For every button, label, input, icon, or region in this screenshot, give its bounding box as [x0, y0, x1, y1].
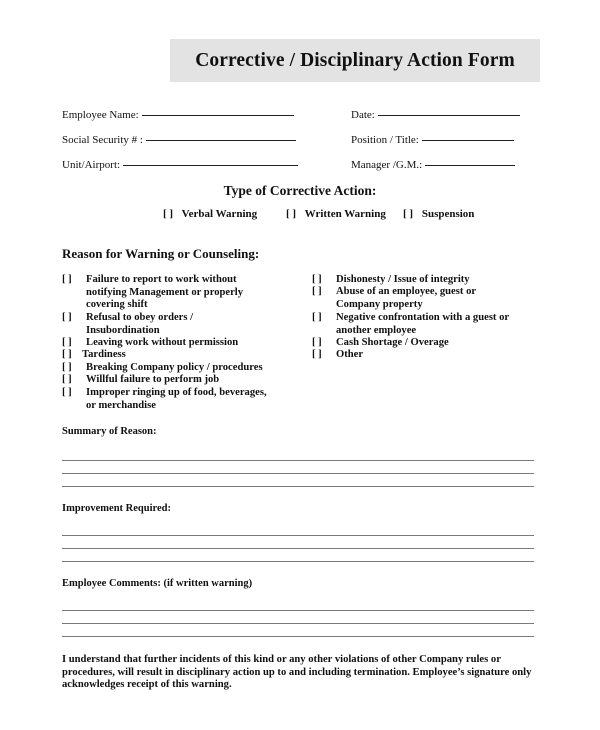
- reason-item[interactable]: [312, 349, 363, 362]
- position-title-field[interactable]: [351, 134, 514, 146]
- employee-name-line[interactable]: [142, 115, 294, 116]
- reason-text: or merchandise: [86, 399, 156, 411]
- improvement-line[interactable]: [62, 548, 534, 549]
- action-option-suspension[interactable]: [403, 208, 474, 220]
- comments-label: Employee Comments: (if written warning): [62, 578, 253, 589]
- employee-name-field[interactable]: [62, 109, 294, 121]
- form-title-box: [170, 39, 540, 82]
- checkbox-bracket[interactable]: [ ]: [62, 274, 72, 285]
- checkbox-bracket[interactable]: [ ]: [62, 362, 72, 373]
- action-option-label: Written Warning: [304, 208, 386, 220]
- reason-text: Failure to report to work without: [86, 274, 237, 285]
- reason-text: Improper ringing up of food, beverages,: [86, 387, 267, 398]
- improvement-line[interactable]: [62, 561, 534, 562]
- reason-text: Cash Shortage / Overage: [336, 337, 449, 348]
- reason-heading: Reason for Warning or Counseling:: [62, 246, 260, 261]
- reason-text: Insubordination: [86, 324, 160, 336]
- manager-gm-field[interactable]: [351, 159, 515, 171]
- reason-text: notifying Management or properly: [86, 286, 244, 298]
- reason-item[interactable]: [62, 274, 243, 312]
- reason-text: Refusal to obey orders /: [86, 312, 194, 323]
- date-label: Date:: [351, 109, 375, 121]
- reason-item[interactable]: [62, 337, 238, 350]
- checkbox-bracket[interactable]: [ ]: [62, 387, 72, 398]
- checkbox-bracket[interactable]: [ ]: [312, 274, 322, 285]
- comments-line[interactable]: [62, 623, 534, 624]
- checkbox-bracket[interactable]: [ ]: [163, 208, 174, 220]
- action-option-written[interactable]: [286, 208, 386, 220]
- reason-item[interactable]: [62, 312, 193, 337]
- reason-text: Abuse of an employee, guest or: [336, 286, 477, 297]
- summary-label: Summary of Reason:: [62, 426, 157, 437]
- comments-line[interactable]: [62, 610, 534, 611]
- action-option-label: Verbal Warning: [181, 208, 258, 220]
- comments-line[interactable]: [62, 636, 534, 637]
- summary-line[interactable]: [62, 460, 534, 461]
- reason-text: Negative confrontation with a guest or: [336, 312, 510, 323]
- action-type-heading: Type of Corrective Action:: [223, 183, 377, 198]
- employee-name-label: Employee Name:: [62, 109, 139, 121]
- summary-line[interactable]: [62, 473, 534, 474]
- reason-item[interactable]: [312, 286, 476, 311]
- unit-airport-field[interactable]: [62, 159, 298, 171]
- social-security-line[interactable]: [146, 140, 296, 141]
- acknowledgement-text: I understand that further incidents of this kind or any other violations of other Company rules or procedures, will result in disciplinary action up to and including termination. Employee’s signature only acknowledges receipt of this warning.: [62, 654, 532, 691]
- position-title-line[interactable]: [422, 140, 514, 141]
- unit-airport-line[interactable]: [123, 165, 298, 166]
- checkbox-bracket[interactable]: [ ]: [62, 374, 72, 385]
- reason-text: Other: [336, 349, 364, 360]
- checkbox-bracket[interactable]: [ ]: [312, 349, 322, 360]
- action-option-label: Suspension: [421, 208, 475, 220]
- reason-text: Leaving work without permission: [86, 337, 239, 348]
- reason-text: Dishonesty / Issue of integrity: [336, 274, 470, 285]
- reason-text: Tardiness: [82, 349, 126, 360]
- reason-item[interactable]: [62, 362, 263, 375]
- reason-text: another employee: [336, 324, 417, 336]
- form-title: Corrective / Disciplinary Action Form: [195, 49, 515, 71]
- reason-item[interactable]: [62, 374, 219, 387]
- social-security-field[interactable]: [62, 134, 296, 146]
- checkbox-bracket[interactable]: [ ]: [312, 312, 322, 323]
- reason-item[interactable]: [312, 274, 470, 287]
- reason-text: Willful failure to perform job: [86, 374, 220, 385]
- manager-gm-label: Manager /G.M.:: [351, 159, 423, 171]
- reason-item[interactable]: [62, 349, 126, 362]
- checkbox-bracket[interactable]: [ ]: [62, 312, 72, 323]
- reason-item[interactable]: [312, 312, 509, 337]
- improvement-label: Improvement Required:: [62, 503, 171, 514]
- checkbox-bracket[interactable]: [ ]: [286, 208, 297, 220]
- checkbox-bracket[interactable]: [ ]: [62, 337, 72, 348]
- unit-airport-label: Unit/Airport:: [62, 159, 121, 171]
- reason-text: Breaking Company policy / procedures: [86, 362, 263, 373]
- position-title-label: Position / Title:: [351, 134, 419, 146]
- checkbox-bracket[interactable]: [ ]: [312, 286, 322, 297]
- social-security-label: Social Security # :: [62, 134, 143, 146]
- checkbox-bracket[interactable]: [ ]: [403, 208, 414, 220]
- improvement-line[interactable]: [62, 535, 534, 536]
- action-option-verbal[interactable]: [163, 208, 257, 220]
- reason-item[interactable]: [62, 387, 267, 412]
- manager-gm-line[interactable]: [425, 165, 515, 166]
- date-line[interactable]: [378, 115, 520, 116]
- date-field[interactable]: [351, 109, 520, 121]
- reason-text: covering shift: [86, 299, 148, 310]
- summary-line[interactable]: [62, 486, 534, 487]
- checkbox-bracket[interactable]: [ ]: [312, 337, 322, 348]
- reason-text: Company property: [336, 298, 423, 310]
- reason-item[interactable]: [312, 337, 449, 350]
- checkbox-bracket[interactable]: [ ]: [62, 349, 72, 360]
